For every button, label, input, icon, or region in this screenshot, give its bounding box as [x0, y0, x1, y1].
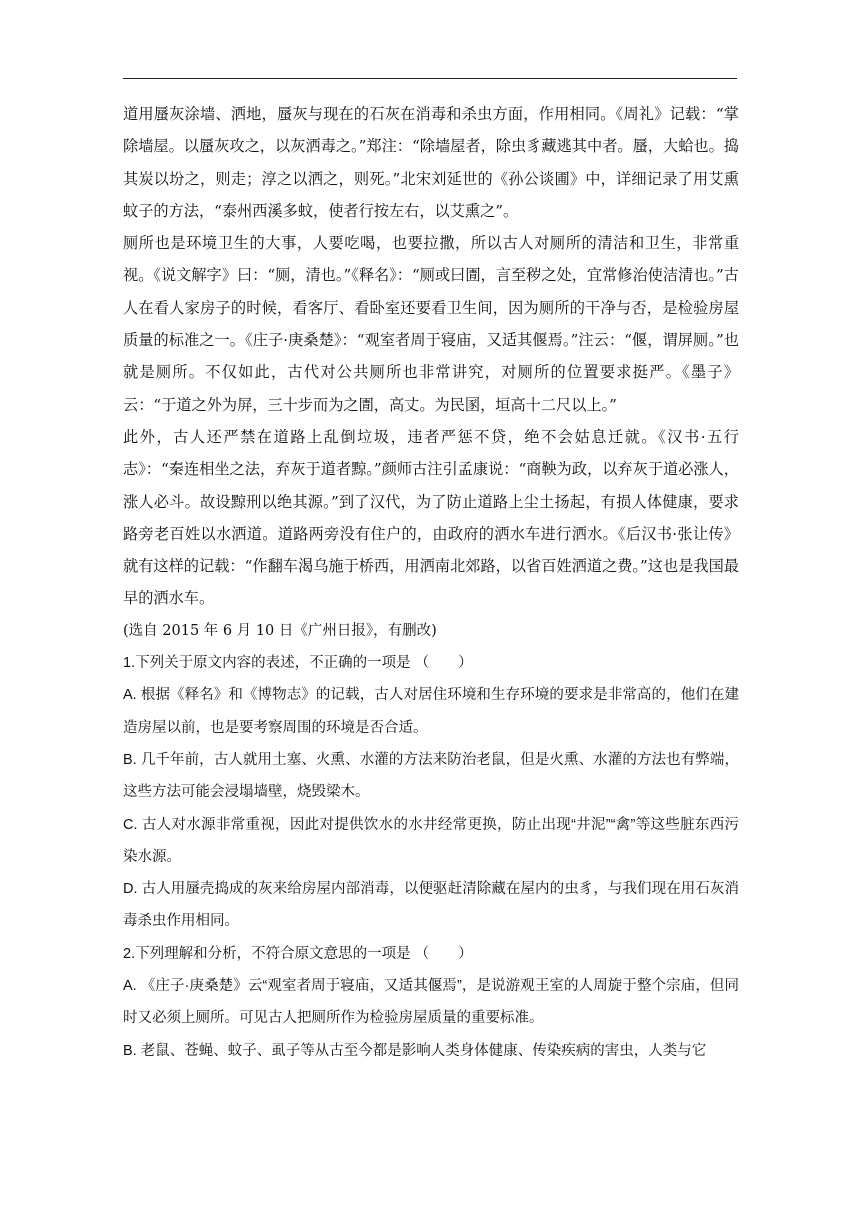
question-1-option-d: D. 古人用蜃壳捣成的灰来给房屋内部消毒，以便驱赶清除藏在屋内的虫豸，与我们现在用石灰消毒杀虫作用相同。 [123, 881, 739, 930]
question-1-option-b: B. 几千年前，古人就用土塞、火熏、水灌的方法来防治老鼠，但是火熏、水灌的方法也有弊端，这些方法可能会浸塌墙壁，烧毁梁木。 [123, 751, 739, 801]
question-2-stem: 2.下列理解和分析，不符合原文意思的一项是 （ ） [123, 945, 473, 962]
question-1-option-a: A. 根据《释名》和《博物志》的记载，古人对居住环境和生存环境的要求是非常高的，他们在建造房屋以前，也是要考察周围的环境是否合适。 [123, 687, 739, 736]
source-note: (选自 2015 年 6 月 10 日《广州日报》，有删改) [123, 622, 437, 639]
header-rule [123, 78, 737, 79]
document-body [123, 98, 739, 1067]
question-2-option-b: B. 老鼠、苍蝇、蚊子、虱子等从古至今都是影响人类身体健康、传染疾病的害虫，人类与它 [123, 1042, 707, 1059]
question-2-option-a: A. 《庄子·庚桑楚》云“观室者周于寝庙，又适其偃焉”，是说游观王室的人周旋于整个宗庙，但同时又必须上厕所。可见古人把厕所作为检验房屋质量的重要标准。 [123, 978, 739, 1027]
paragraph-1: 道用蜃灰涂墙、洒地，蜃灰与现在的石灰在消毒和杀虫方面，作用相同。《周礼》记载：“掌除墙屋。以蜃灰攻之，以灰洒毒之。”郑注：“除墙屋者，除虫豸藏逃其中者。蜃，大蛤也。捣其炭以坋之，则走；淳之以洒之，则死。”北宋刘延世的《孙公谈圃》中，详细记录了用艾熏蚊子的方法，“泰州西溪多蚊，使者行按左右，以艾熏之”。 [123, 105, 739, 220]
question-1-stem: 1.下列关于原文内容的表述，不正确的一项是 （ ） [123, 655, 473, 672]
paragraph-3: 此外，古人还严禁在道路上乱倒垃圾，违者严惩不贷，绝不会姑息迁就。《汉书·五行志》：“秦连相坐之法，弃灰于道者黥。”颜师古注引孟康说：“商鞅为政，以弃灰于道必涨人，涨人必斗。故设黥刑以绝其源。”到了汉代，为了防止道路上尘土扬起，有损人体健康，要求路旁老百姓以水洒道。道路两旁没有住户的，由政府的洒水车进行洒水。《后汉书·张让传》就有这样的记载：“作翻车渴乌施于桥西，用洒南北郊路，以省百姓洒道之费。”这也是我国最早的洒水车。 [123, 427, 739, 608]
paragraph-2: 厕所也是环境卫生的大事，人要吃喝，也要拉撒，所以古人对厕所的清洁和卫生，非常重视。《说文解字》曰：“厕，清也。”《释名》：“厕或曰圊，言至秽之处，宜常修治使洁清也。”古人在看人家房子的时候，看客厅、看卧室还要看卫生间，因为厕所的干净与否，是检验房屋质量的标准之一。《庄子·庚桑楚》：“观室者周于寝庙，又适其偃焉。”注云：“偃，谓屏厕。”也就是厕所。不仅如此，古代对公共厕所也非常讲究，对厕所的位置要求挺严。《墨子》云：“于道之外为屏，三十步而为之圊，高丈。为民圂，垣高十二尺以上。” [123, 234, 739, 414]
question-1-option-c: C. 古人对水源非常重视，因此对提供饮水的水井经常更换，防止出现“井泥”“禽”等这些脏东西污染水源。 [123, 816, 739, 865]
